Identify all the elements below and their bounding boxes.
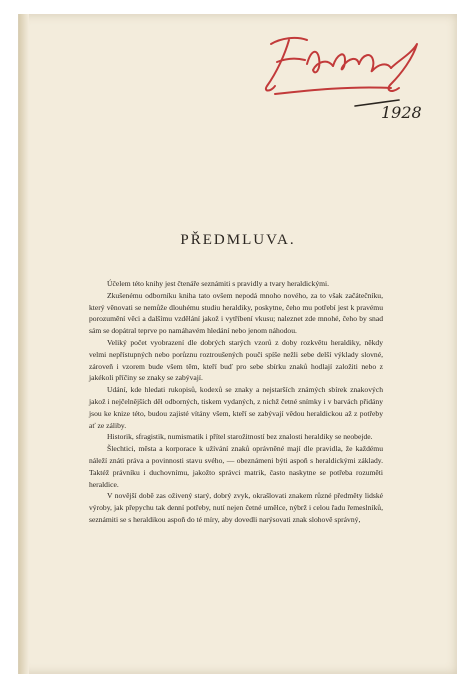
- paragraph-4: Udání, kde hledati rukopisů, kodexů se znaky a nejstarších známých sbírek znakových jakož i nejčelnějších děl odborných, tiskem vydaných, z nichž četné snímky i v barvách přidány jsou ke knize této, budou zajisté vítány všem, kteří se zabývají vědou heraldickou až z potřeby ať ze záliby.: [89, 385, 383, 430]
- handwritten-signature: [241, 14, 441, 124]
- paragraph-7: V novější době zas oživený starý, dobrý zvyk, okrašlovati znakem různé předměty lidské výroby, jak přepychu tak denní potřeby, nutí nejen četné umělce, nýbrž i celou řadu řemeslníků, seznámiti se s heraldikou aspoň do té míry, aby dovedli narýsovati znak slohově správný,: [89, 491, 383, 524]
- page-gutter: [19, 14, 29, 674]
- paragraph-5: Historik, sfragistik, numismatik i přítel starožitností bez znalosti heraldiky se neobejde.: [107, 432, 373, 442]
- paragraph-6: Šlechtici, města a korporace k užívání znaků oprávněné mají dle pravidla, že každému náleží znáti práva a povinnosti stavu svého, — obeznámeni býti aspoň s heraldickými základy. Taktéž právníku i duchovnímu, jakožto správci matrik, často naskytne se potřeba rozuměti heraldice.: [89, 444, 383, 489]
- paragraph-1: Účelem této knihy jest čtenáře seznámiti s pravidly a tvary heraldickými.: [107, 279, 330, 288]
- paragraph-2: Zkušenému odborníku kniha tato ovšem nepodá mnoho nového, za to však začátečníku, který věnovati se nemůže dlouhému studiu heraldiky, poskytne, čeho mu potřebí jest k pravému porozumění věci a dalšímu vzdělání jakož i vytříbení vkusu; naleznet zde mnohé, čeho by snad sám se dopátral teprve po namáhavém hledání nebo jenom náhodou.: [89, 290, 383, 336]
- paragraph-3: Veliký počet vyobrazení dle dobrých starých vzorů z doby rozkvětu heraldiky, někdy velmi nepřístupných nebo porůznu roztroušených pouči spíše nežli sebe delší výklady slovné, zároveň i vzorem bude všem těm, kteří buď pro sebe sbírku znaků hodlají založiti nebo z jakékoli příčiny se znaky se zabývají.: [89, 337, 383, 383]
- page-title: PŘEDMLUVA.: [180, 232, 296, 248]
- signature-year: 1928: [381, 103, 422, 122]
- preface-text: [89, 278, 383, 526]
- book-page: [18, 14, 457, 674]
